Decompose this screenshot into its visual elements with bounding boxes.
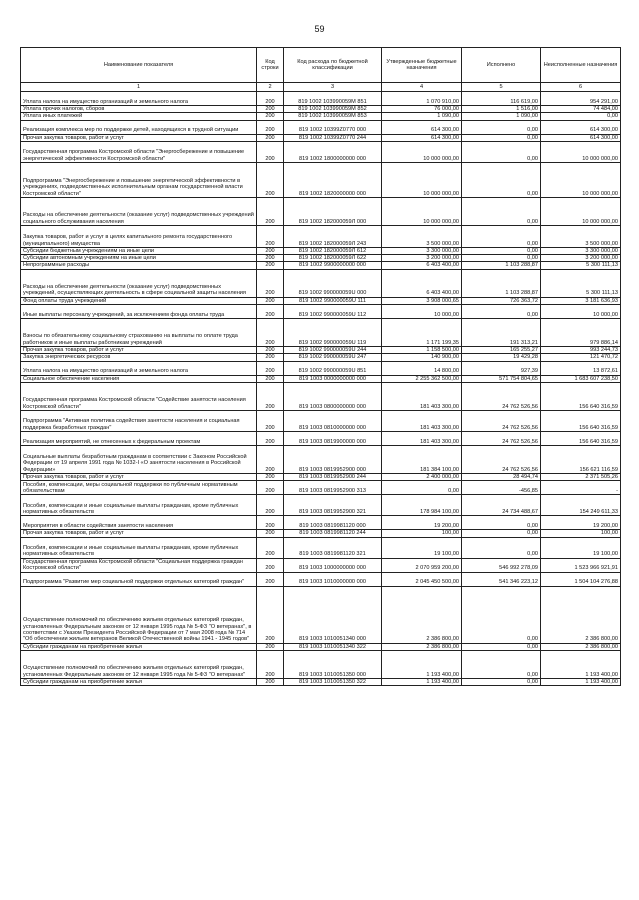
row-name: Подпрограмма "Развитие мер социальной поддержки отдельных категорий граждан" bbox=[21, 572, 257, 586]
row-budget-code: 819 1002 990000059U 112 bbox=[284, 305, 382, 319]
header-budget-code: Код расхода по бюджетной классификации bbox=[284, 48, 382, 83]
row-executed: 24 734 488,67 bbox=[462, 495, 541, 516]
table-row bbox=[21, 305, 621, 319]
row-executed: 0,00 bbox=[462, 225, 541, 247]
row-name: Взносы по обязательному социальному страхованию на выплаты по оплате труда работников и иные выплаты работникам учреждений bbox=[21, 319, 257, 347]
row-unexecuted: - bbox=[541, 481, 621, 495]
row-approved: 6 403 400,00 bbox=[382, 262, 462, 269]
row-executed: -456,85 bbox=[462, 481, 541, 495]
row-executed: 0,00 bbox=[462, 537, 541, 558]
row-line-code: 200 bbox=[257, 445, 284, 473]
header-executed: Исполнено bbox=[462, 48, 541, 83]
table-row bbox=[21, 134, 621, 141]
row-name: Пособия, компенсации и иные социальные выплаты гражданам, кроме публичных нормативных обязательств bbox=[21, 495, 257, 516]
row-executed: 726 363,72 bbox=[462, 297, 541, 304]
row-executed: 546 992 278,09 bbox=[462, 558, 541, 572]
row-line-code: 200 bbox=[257, 361, 284, 375]
row-executed: 24 762 526,56 bbox=[462, 445, 541, 473]
row-name: Фонд оплаты труда учреждений bbox=[21, 297, 257, 304]
row-approved: 1 193 400,00 bbox=[382, 678, 462, 685]
row-name: Уплата налога на имущество организаций и земельного налога bbox=[21, 92, 257, 106]
table-row bbox=[21, 319, 621, 347]
row-name: Реализация комплекса мер по поддержке детей, находящихся в трудной ситуации bbox=[21, 120, 257, 134]
row-executed: 0,00 bbox=[462, 516, 541, 530]
table-row bbox=[21, 678, 621, 685]
row-approved: 10 000 000,00 bbox=[382, 141, 462, 162]
table-row bbox=[21, 558, 621, 572]
row-line-code: 200 bbox=[257, 516, 284, 530]
row-budget-code: 819 1003 0810000000 000 bbox=[284, 410, 382, 431]
row-approved: 3 300 000,00 bbox=[382, 247, 462, 254]
budget-table bbox=[20, 47, 621, 686]
row-executed: 19 429,28 bbox=[462, 354, 541, 361]
row-approved: 178 984 100,00 bbox=[382, 495, 462, 516]
table-row bbox=[21, 361, 621, 375]
row-approved: 3 908 000,65 bbox=[382, 297, 462, 304]
header-unexecuted: Неисполненные назначения bbox=[541, 48, 621, 83]
row-approved: 181 384 100,00 bbox=[382, 445, 462, 473]
row-approved: 140 900,00 bbox=[382, 354, 462, 361]
table-row bbox=[21, 473, 621, 480]
row-line-code: 200 bbox=[257, 375, 284, 382]
table-row bbox=[21, 516, 621, 530]
row-executed: 24 762 526,56 bbox=[462, 410, 541, 431]
table-row bbox=[21, 92, 621, 106]
row-executed: 0,00 bbox=[462, 530, 541, 537]
row-budget-code: 819 1003 0000000000 000 bbox=[284, 375, 382, 382]
row-approved: 1 158 500,00 bbox=[382, 347, 462, 354]
col-number: 2 bbox=[257, 83, 284, 92]
col-number: 6 bbox=[541, 83, 621, 92]
row-approved: 19 200,00 bbox=[382, 516, 462, 530]
row-budget-code: 819 1002 10399Z0770 000 bbox=[284, 120, 382, 134]
row-executed: 927,39 bbox=[462, 361, 541, 375]
row-budget-code: 819 1002 990000059U 247 bbox=[284, 354, 382, 361]
row-budget-code: 819 1002 9900000000 000 bbox=[284, 262, 382, 269]
row-unexecuted: 10 000 000,00 bbox=[541, 141, 621, 162]
row-name: Уплата прочих налогов, сборов bbox=[21, 106, 257, 113]
row-executed: 0,00 bbox=[462, 197, 541, 225]
table-row bbox=[21, 297, 621, 304]
row-unexecuted: 156 640 316,59 bbox=[541, 431, 621, 445]
row-budget-code: 819 1002 103990059M 853 bbox=[284, 113, 382, 120]
row-unexecuted: 154 249 611,33 bbox=[541, 495, 621, 516]
row-name: Пособия, компенсации и иные социальные выплаты гражданам, кроме публичных нормативных обязательств bbox=[21, 537, 257, 558]
row-approved: 181 403 300,00 bbox=[382, 382, 462, 410]
row-executed: 191 313,21 bbox=[462, 319, 541, 347]
row-name: Государственная программа Костромской области "Энергосбережение и повышение энергетической эффективности Костромской области" bbox=[21, 141, 257, 162]
row-name: Расходы на обеспечение деятельности (оказание услуг) подведомственных учреждений, осуществляющих деятельность в сфере социальной защиты населения bbox=[21, 269, 257, 297]
row-line-code: 200 bbox=[257, 431, 284, 445]
row-name: Прочая закупка товаров, работ и услуг bbox=[21, 473, 257, 480]
row-line-code: 200 bbox=[257, 347, 284, 354]
row-budget-code: 819 1002 182000059Л 243 bbox=[284, 225, 382, 247]
row-budget-code: 819 1002 182000059Л 000 bbox=[284, 197, 382, 225]
table-row bbox=[21, 586, 621, 643]
row-name: Уплата иных платежей bbox=[21, 113, 257, 120]
row-name: Подпрограмма "Энергосбережение и повышение энергетической эффективности в учреждениях, подведомственных исполнительным органам государственной власти Костромской области" bbox=[21, 162, 257, 197]
row-executed: 28 494,74 bbox=[462, 473, 541, 480]
row-executed: 0,00 bbox=[462, 120, 541, 134]
row-name: Уплата налога на имущество организаций и земельного налога bbox=[21, 361, 257, 375]
table-row bbox=[21, 410, 621, 431]
row-name: Прочая закупка товаров, работ и услуг bbox=[21, 530, 257, 537]
row-executed: 0,00 bbox=[462, 643, 541, 650]
table-row bbox=[21, 354, 621, 361]
table-row bbox=[21, 537, 621, 558]
row-unexecuted: 2 386 800,00 bbox=[541, 643, 621, 650]
row-line-code: 200 bbox=[257, 162, 284, 197]
row-executed: 165 255,27 bbox=[462, 347, 541, 354]
table-body bbox=[21, 92, 621, 686]
row-executed: 0,00 bbox=[462, 586, 541, 643]
row-approved: 2 255 362 500,00 bbox=[382, 375, 462, 382]
table-row bbox=[21, 643, 621, 650]
row-name: Социальное обеспечение населения bbox=[21, 375, 257, 382]
row-approved: 10 000,00 bbox=[382, 305, 462, 319]
row-line-code: 200 bbox=[257, 650, 284, 678]
row-line-code: 200 bbox=[257, 572, 284, 586]
row-budget-code: 819 1002 990000059U 119 bbox=[284, 319, 382, 347]
row-name: Государственная программа Костромской области "Содействие занятости населения Костромской области" bbox=[21, 382, 257, 410]
row-line-code: 200 bbox=[257, 197, 284, 225]
table-row bbox=[21, 445, 621, 473]
row-name: Непрограммные расходы bbox=[21, 262, 257, 269]
row-approved: 2 070 959 200,00 bbox=[382, 558, 462, 572]
row-unexecuted: 100,00 bbox=[541, 530, 621, 537]
row-unexecuted: 13 872,61 bbox=[541, 361, 621, 375]
header-line-code: Код строки bbox=[257, 48, 284, 83]
row-budget-code: 819 1002 103990059M 852 bbox=[284, 106, 382, 113]
row-budget-code: 819 1003 0819900000 000 bbox=[284, 431, 382, 445]
row-approved: 2 386 800,00 bbox=[382, 586, 462, 643]
table-row bbox=[21, 247, 621, 254]
row-unexecuted: 993 244,73 bbox=[541, 347, 621, 354]
row-line-code: 200 bbox=[257, 473, 284, 480]
row-name: Субсидии автономным учреждениям на иные цели bbox=[21, 255, 257, 262]
row-unexecuted: 121 470,72 bbox=[541, 354, 621, 361]
row-name: Субсидии гражданам на приобретение жилья bbox=[21, 678, 257, 685]
row-budget-code: 819 1003 0800000000 000 bbox=[284, 382, 382, 410]
row-budget-code: 819 1003 1010051340 000 bbox=[284, 586, 382, 643]
row-line-code: 200 bbox=[257, 120, 284, 134]
row-unexecuted: 614 300,00 bbox=[541, 120, 621, 134]
row-unexecuted: 0,00 bbox=[541, 113, 621, 120]
row-budget-code: 819 1003 0819981120 000 bbox=[284, 516, 382, 530]
table-row bbox=[21, 262, 621, 269]
row-name: Прочая закупка товаров, работ и услуг bbox=[21, 134, 257, 141]
row-name: Прочая закупка товаров, работ и услуг bbox=[21, 347, 257, 354]
row-approved: 10 000 000,00 bbox=[382, 162, 462, 197]
row-approved: 614 300,00 bbox=[382, 120, 462, 134]
row-executed: 541 346 223,12 bbox=[462, 572, 541, 586]
row-name: Социальные выплаты безработным гражданам в соответствии с Законом Российской Федерации от 19 апреля 1991 года № 1032-I «О занятости населения в Российской Федерации» bbox=[21, 445, 257, 473]
row-executed: 1 090,00 bbox=[462, 113, 541, 120]
row-executed: 0,00 bbox=[462, 141, 541, 162]
row-budget-code: 819 1003 1000000000 000 bbox=[284, 558, 382, 572]
row-unexecuted: 1 193 400,00 bbox=[541, 650, 621, 678]
row-unexecuted: 2 371 505,26 bbox=[541, 473, 621, 480]
row-approved: 614 300,00 bbox=[382, 134, 462, 141]
row-budget-code: 819 1002 103990059M 851 bbox=[284, 92, 382, 106]
table-row bbox=[21, 650, 621, 678]
table-row bbox=[21, 225, 621, 247]
row-line-code: 200 bbox=[257, 225, 284, 247]
row-approved: 2 386 800,00 bbox=[382, 643, 462, 650]
row-unexecuted: 5 300 111,13 bbox=[541, 262, 621, 269]
row-executed: 0,00 bbox=[462, 162, 541, 197]
row-executed: 0,00 bbox=[462, 134, 541, 141]
row-name: Осуществление полномочий по обеспечению жильем отдельных категорий граждан, установленных Федеральным законом от 12 января 1995 года № 5-ФЗ "О ветеранах", в соответствии с Указом Президента Российской Федерации от 7 мая 2008 года № 714 "Об обеспечении жильем ветеранов Великой Отечественной войны 1941 - 1945 годов" bbox=[21, 586, 257, 643]
col-number: 1 bbox=[21, 83, 257, 92]
row-name: Государственная программа Костромской области "Социальная поддержка граждан Костромской области" bbox=[21, 558, 257, 572]
row-approved: 1 070 910,00 bbox=[382, 92, 462, 106]
row-unexecuted: 10 000,00 bbox=[541, 305, 621, 319]
row-budget-code: 819 1002 990000059U 851 bbox=[284, 361, 382, 375]
row-name: Подпрограмма "Активная политика содействия занятости населения и социальная поддержка безработных граждан" bbox=[21, 410, 257, 431]
row-name: Субсидии гражданам на приобретение жилья bbox=[21, 643, 257, 650]
row-line-code: 200 bbox=[257, 269, 284, 297]
table-row bbox=[21, 481, 621, 495]
row-line-code: 200 bbox=[257, 586, 284, 643]
table-row bbox=[21, 530, 621, 537]
row-line-code: 200 bbox=[257, 297, 284, 304]
row-unexecuted: 74 484,00 bbox=[541, 106, 621, 113]
row-name: Реализация мероприятий, не отнесенных к федеральным проектам bbox=[21, 431, 257, 445]
row-executed: 0,00 bbox=[462, 305, 541, 319]
row-approved: 6 403 400,00 bbox=[382, 269, 462, 297]
table-row bbox=[21, 431, 621, 445]
header-name: Наименование показателя bbox=[21, 48, 257, 83]
row-approved: 1 090,00 bbox=[382, 113, 462, 120]
row-budget-code: 819 1002 10399Z0770 244 bbox=[284, 134, 382, 141]
row-approved: 3 500 000,00 bbox=[382, 225, 462, 247]
row-line-code: 200 bbox=[257, 113, 284, 120]
row-unexecuted: 1 193 400,00 bbox=[541, 678, 621, 685]
header-row bbox=[21, 48, 621, 83]
row-budget-code: 819 1003 0819981120 244 bbox=[284, 530, 382, 537]
row-approved: 100,00 bbox=[382, 530, 462, 537]
row-executed: 0,00 bbox=[462, 247, 541, 254]
row-line-code: 200 bbox=[257, 678, 284, 685]
row-name: Мероприятия в области содействия занятости населения bbox=[21, 516, 257, 530]
row-unexecuted: 3 181 636,93 bbox=[541, 297, 621, 304]
numbering-row bbox=[21, 83, 621, 92]
row-budget-code: 819 1002 1800000000 000 bbox=[284, 141, 382, 162]
row-line-code: 200 bbox=[257, 247, 284, 254]
row-name: Иные выплаты персоналу учреждений, за исключением фонда оплаты труда bbox=[21, 305, 257, 319]
row-approved: 0,00 bbox=[382, 481, 462, 495]
table-row bbox=[21, 347, 621, 354]
row-approved: 14 800,00 bbox=[382, 361, 462, 375]
row-unexecuted: 3 500 000,00 bbox=[541, 225, 621, 247]
row-budget-code: 819 1002 1820000000 000 bbox=[284, 162, 382, 197]
row-line-code: 200 bbox=[257, 106, 284, 113]
row-line-code: 200 bbox=[257, 305, 284, 319]
row-approved: 2 400 000,00 bbox=[382, 473, 462, 480]
table-row bbox=[21, 572, 621, 586]
row-executed: 1 516,00 bbox=[462, 106, 541, 113]
row-approved: 3 200 000,00 bbox=[382, 255, 462, 262]
row-unexecuted: 19 100,00 bbox=[541, 537, 621, 558]
row-approved: 181 403 300,00 bbox=[382, 410, 462, 431]
row-unexecuted: 156 621 116,59 bbox=[541, 445, 621, 473]
row-line-code: 200 bbox=[257, 495, 284, 516]
row-line-code: 200 bbox=[257, 354, 284, 361]
table-row bbox=[21, 162, 621, 197]
row-budget-code: 819 1002 990000059U 111 bbox=[284, 297, 382, 304]
row-line-code: 200 bbox=[257, 92, 284, 106]
row-unexecuted: 3 300 000,00 bbox=[541, 247, 621, 254]
row-name: Субсидии бюджетным учреждениям на иные цели bbox=[21, 247, 257, 254]
row-budget-code: 819 1002 182000059Л 622 bbox=[284, 255, 382, 262]
col-number: 3 bbox=[284, 83, 382, 92]
row-unexecuted: 156 640 316,59 bbox=[541, 382, 621, 410]
row-executed: 116 619,00 bbox=[462, 92, 541, 106]
row-line-code: 200 bbox=[257, 530, 284, 537]
row-unexecuted: 1 504 104 276,88 bbox=[541, 572, 621, 586]
row-executed: 0,00 bbox=[462, 255, 541, 262]
row-executed: 0,00 bbox=[462, 678, 541, 685]
row-approved: 19 100,00 bbox=[382, 537, 462, 558]
row-executed: 571 754 804,65 bbox=[462, 375, 541, 382]
row-budget-code: 819 1003 0819952900 000 bbox=[284, 445, 382, 473]
table-row bbox=[21, 197, 621, 225]
row-budget-code: 819 1003 0819952900 321 bbox=[284, 495, 382, 516]
row-budget-code: 819 1003 1010051350 000 bbox=[284, 650, 382, 678]
table-row bbox=[21, 120, 621, 134]
row-executed: 0,00 bbox=[462, 650, 541, 678]
col-number: 4 bbox=[382, 83, 462, 92]
row-line-code: 200 bbox=[257, 643, 284, 650]
row-budget-code: 819 1003 1010051350 322 bbox=[284, 678, 382, 685]
row-unexecuted: 19 200,00 bbox=[541, 516, 621, 530]
table-row bbox=[21, 375, 621, 382]
row-budget-code: 819 1003 0819981120 321 bbox=[284, 537, 382, 558]
row-budget-code: 819 1002 990000059U 244 bbox=[284, 347, 382, 354]
row-name: Закупка энергетических ресурсов bbox=[21, 354, 257, 361]
row-executed: 1 103 288,87 bbox=[462, 262, 541, 269]
row-unexecuted: 10 000 000,00 bbox=[541, 162, 621, 197]
row-line-code: 200 bbox=[257, 382, 284, 410]
table-row bbox=[21, 141, 621, 162]
row-name: Закупка товаров, работ и услуг в целях капитального ремонта государственного (муниципального) имущества bbox=[21, 225, 257, 247]
row-executed: 24 762 526,56 bbox=[462, 382, 541, 410]
page-number: 59 bbox=[314, 24, 325, 34]
table-row bbox=[21, 382, 621, 410]
row-unexecuted: 10 000 000,00 bbox=[541, 197, 621, 225]
row-approved: 1 171 199,35 bbox=[382, 319, 462, 347]
row-name: Расходы на обеспечение деятельности (оказание услуг) подведомственных учреждений социального обслуживания населения bbox=[21, 197, 257, 225]
row-unexecuted: 1 523 966 921,91 bbox=[541, 558, 621, 572]
row-executed: 24 762 526,56 bbox=[462, 431, 541, 445]
row-line-code: 200 bbox=[257, 262, 284, 269]
table-row bbox=[21, 269, 621, 297]
row-budget-code: 819 1003 0819952900 313 bbox=[284, 481, 382, 495]
row-name: Осуществление полномочий по обеспечению жильем отдельных категорий граждан, установленных Федеральным законом от 12 января 1995 года № 5-ФЗ "О ветеранах" bbox=[21, 650, 257, 678]
row-unexecuted: 954 291,00 bbox=[541, 92, 621, 106]
row-approved: 181 403 300,00 bbox=[382, 431, 462, 445]
row-budget-code: 819 1002 182000059Л 612 bbox=[284, 247, 382, 254]
row-line-code: 200 bbox=[257, 141, 284, 162]
row-line-code: 200 bbox=[257, 410, 284, 431]
row-unexecuted: 979 886,14 bbox=[541, 319, 621, 347]
row-line-code: 200 bbox=[257, 134, 284, 141]
row-name: Пособия, компенсации, меры социальной поддержки по публичным нормативным обязательствам bbox=[21, 481, 257, 495]
row-line-code: 200 bbox=[257, 481, 284, 495]
table-row bbox=[21, 113, 621, 120]
table-row bbox=[21, 255, 621, 262]
table-row bbox=[21, 495, 621, 516]
row-unexecuted: 3 200 000,00 bbox=[541, 255, 621, 262]
row-approved: 2 045 450 500,00 bbox=[382, 572, 462, 586]
row-approved: 10 000 000,00 bbox=[382, 197, 462, 225]
row-budget-code: 819 1003 1010000000 000 bbox=[284, 572, 382, 586]
row-line-code: 200 bbox=[257, 319, 284, 347]
row-approved: 1 193 400,00 bbox=[382, 650, 462, 678]
row-budget-code: 819 1002 990000059U 000 bbox=[284, 269, 382, 297]
row-budget-code: 819 1003 1010051340 322 bbox=[284, 643, 382, 650]
row-approved: 76 000,00 bbox=[382, 106, 462, 113]
col-number: 5 bbox=[462, 83, 541, 92]
row-unexecuted: 5 300 111,13 bbox=[541, 269, 621, 297]
row-line-code: 200 bbox=[257, 558, 284, 572]
table-row bbox=[21, 106, 621, 113]
row-executed: 1 103 288,87 bbox=[462, 269, 541, 297]
row-line-code: 200 bbox=[257, 255, 284, 262]
row-unexecuted: 156 640 316,59 bbox=[541, 410, 621, 431]
row-unexecuted: 1 683 607 238,50 bbox=[541, 375, 621, 382]
row-unexecuted: 2 386 800,00 bbox=[541, 586, 621, 643]
row-budget-code: 819 1003 0819952900 244 bbox=[284, 473, 382, 480]
row-line-code: 200 bbox=[257, 537, 284, 558]
header-approved: Утвержденные бюджетные назначения bbox=[382, 48, 462, 83]
row-unexecuted: 614 300,00 bbox=[541, 134, 621, 141]
